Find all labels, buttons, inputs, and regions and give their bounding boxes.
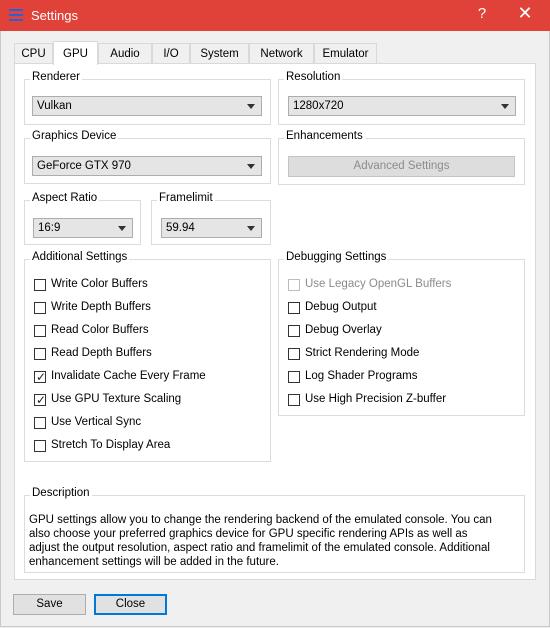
aspect-ratio-group (24, 192, 141, 245)
aspect-ratio-title: Aspect Ratio (32, 192, 98, 204)
close-button[interactable]: Close (94, 594, 167, 615)
tab-network[interactable]: Network (249, 43, 314, 63)
graphics-device-value: GeForce GTX 970 (37, 160, 131, 172)
chevron-down-icon (501, 104, 509, 109)
resolution-value: 1280x720 (293, 100, 344, 112)
resolution-select[interactable] (288, 96, 516, 116)
renderer-value: Vulkan (37, 100, 72, 112)
chevron-down-icon (247, 164, 255, 169)
help-button[interactable]: ? (477, 5, 487, 22)
additional-settings-group: Additional Settings Write Color Buffers Write Depth Buffers Read Color Buffers Read Depth Buffers ✓ Invalidate Cache Every Frame ✓ Use GPU Texture Scaling Use Vertical Sync Stretch To Display Area (24, 259, 271, 462)
title-bar[interactable] (0, 0, 550, 31)
description-text: GPU settings allow you to change the rendering backend of the emulated console. You can also choose your preferred graphics device for GPU specific rendering APIs as well as adjust the output resolution, aspect ratio and framelimit of the emulated console. Additional enhancement settings will be added in the future. (29, 514, 492, 568)
framelimit-value: 59.94 (166, 222, 195, 234)
framelimit-select[interactable] (161, 218, 262, 238)
advanced-settings-button[interactable]: Advanced Settings (288, 156, 515, 177)
renderer-select[interactable] (32, 96, 262, 116)
resolution-group (278, 71, 525, 125)
graphics-device-group (24, 130, 271, 184)
graphics-device-select[interactable] (32, 156, 262, 176)
close-window-button[interactable]: ✕ (517, 3, 533, 23)
tab-audio[interactable]: Audio (98, 43, 152, 63)
enhancements-group (278, 130, 525, 185)
framelimit-title: Framelimit (159, 192, 213, 204)
aspect-ratio-select[interactable] (33, 218, 133, 238)
framelimit-group (151, 192, 271, 245)
app-icon (9, 9, 23, 21)
resolution-title: Resolution (286, 71, 341, 83)
check-icon: ✓ (36, 370, 47, 384)
tab-io[interactable]: I/O (152, 43, 190, 63)
aspect-ratio-value: 16:9 (38, 222, 61, 234)
check-icon: ✓ (36, 393, 47, 407)
graphics-device-title: Graphics Device (32, 130, 117, 142)
chevron-down-icon (118, 226, 126, 231)
save-button[interactable]: Save (13, 594, 86, 615)
tab-emulator[interactable]: Emulator (314, 43, 377, 63)
description-title: Description (32, 487, 90, 499)
enhancements-title: Enhancements (286, 130, 363, 142)
renderer-title: Renderer (32, 71, 80, 83)
chevron-down-icon (247, 104, 255, 109)
chevron-down-icon (247, 226, 255, 231)
tab-cpu[interactable]: CPU (14, 43, 53, 63)
additional-settings-title: Additional Settings (32, 251, 128, 263)
tab-gpu[interactable]: GPU (53, 41, 98, 65)
debugging-settings-group: Debugging Settings Use Legacy OpenGL Buffers Debug Output Debug Overlay Strict Rendering Mode Log Shader Programs Use High Precision Z-buffer (278, 259, 525, 416)
tab-system[interactable]: System (190, 43, 249, 63)
debugging-settings-title: Debugging Settings (286, 251, 387, 263)
renderer-group (24, 71, 271, 125)
window-title: Settings (31, 8, 78, 23)
